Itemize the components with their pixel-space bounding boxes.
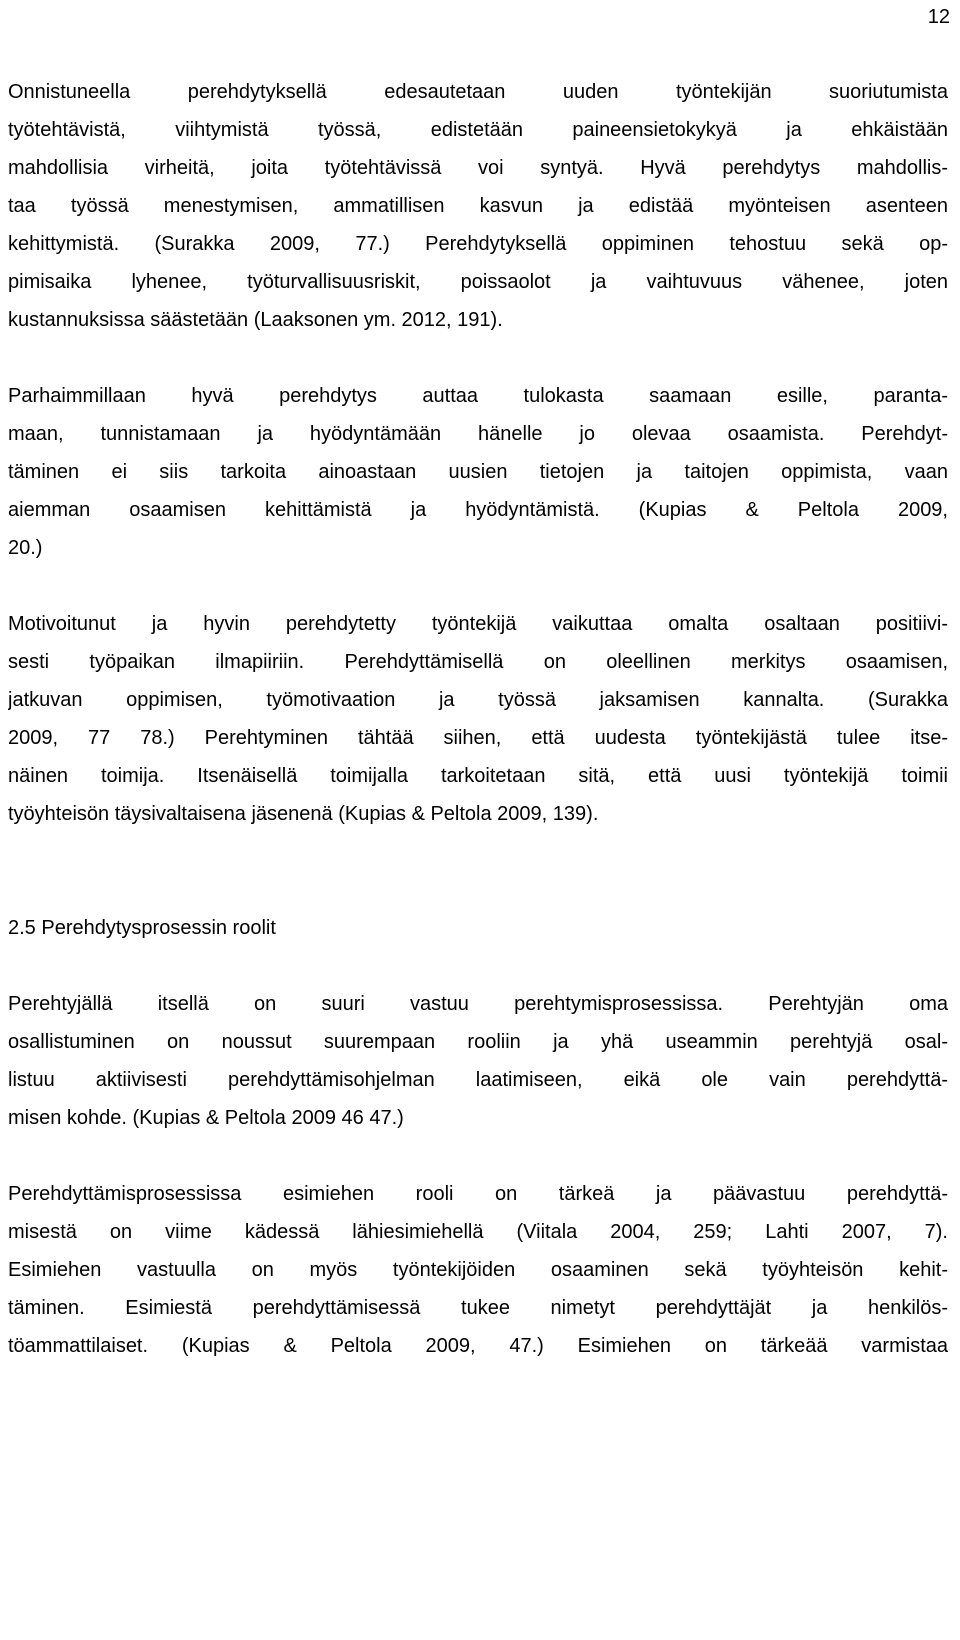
text-line: Perehdyttämisprosessissa esimiehen rooli on tärkeä ja päävastuu perehdyttä-	[8, 1183, 948, 1205]
paragraph-orientee-responsibility	[8, 985, 948, 1137]
text-line: jatkuvan oppimisen, työmotivaation ja työssä jaksamisen kannalta. (Surakka	[8, 689, 948, 711]
section-heading: 2.5 Perehdytysprosessin roolit	[8, 917, 276, 939]
text-line: Parhaimmillaan hyvä perehdytys auttaa tulokasta saamaan esille, paranta-	[8, 385, 948, 407]
paragraph-motivated-employee	[8, 605, 948, 833]
text-line: pimisaika lyhenee, työturvallisuusriskit, poissaolot ja vaihtuvuus vähenee, joten	[8, 271, 948, 293]
text-line: täminen. Esimiestä perehdyttämisessä tukee nimetyt perehdyttäjät ja henkilös-	[8, 1297, 948, 1319]
text-line: Esimiehen vastuulla on myös työntekijöiden osaaminen sekä työyhteisön kehit-	[8, 1259, 948, 1281]
text-line: 2009, 77 78.) Perehtyminen tähtää siihen, että uudesta työntekijästä tulee itse-	[8, 727, 948, 749]
paragraph-onboarding-benefits	[8, 73, 948, 339]
text-line: 20.)	[8, 537, 43, 559]
text-line: listuu aktiivisesti perehdyttämisohjelman laatimiseen, eikä ole vain perehdyttä-	[8, 1069, 948, 1091]
text-line: osallistuminen on noussut suurempaan rooliin ja yhä useammin perehtyjä osal-	[8, 1031, 948, 1053]
paragraph-supervisor-role	[8, 1175, 948, 1365]
document-body	[8, 73, 948, 1365]
text-line: töammattilaiset. (Kupias & Peltola 2009, 47.) Esimiehen on tärkeää varmistaa	[8, 1335, 948, 1357]
text-line: kehittymistä. (Surakka 2009, 77.) Perehdytyksellä oppiminen tehostuu sekä op-	[8, 233, 948, 255]
text-line: täminen ei siis tarkoita ainoastaan uusien tietojen ja taitojen oppimista, vaan	[8, 461, 948, 483]
paragraph-best-onboarding	[8, 377, 948, 567]
text-line: työyhteisön täysivaltaisena jäsenenä (Kupias & Peltola 2009, 139).	[8, 803, 599, 825]
text-line: taa työssä menestymisen, ammatillisen kasvun ja edistää myönteisen asenteen	[8, 195, 948, 217]
text-line: mahdollisia virheitä, joita työtehtävissä voi syntyä. Hyvä perehdytys mahdollis-	[8, 157, 948, 179]
text-line: työtehtävistä, viihtymistä työssä, edistetään paineensietokykyä ja ehkäistään	[8, 119, 948, 141]
text-line: sesti työpaikan ilmapiiriin. Perehdyttämisellä on oleellinen merkitys osaamisen,	[8, 651, 948, 673]
text-line: kustannuksissa säästetään (Laaksonen ym. 2012, 191).	[8, 309, 503, 331]
text-line: maan, tunnistamaan ja hyödyntämään hänelle jo olevaa osaamista. Perehdyt-	[8, 423, 948, 445]
text-line: aiemman osaamisen kehittämistä ja hyödyntämistä. (Kupias & Peltola 2009,	[8, 499, 948, 521]
text-line: Motivoitunut ja hyvin perehdytetty työntekijä vaikuttaa omalta osaltaan positiivi-	[8, 613, 948, 635]
page-number: 12	[927, 6, 950, 28]
text-line: Onnistuneella perehdytyksellä edesautetaan uuden työntekijän suoriutumista	[8, 81, 948, 103]
text-line: misen kohde. (Kupias & Peltola 2009 46 47.)	[8, 1107, 404, 1129]
text-line: misestä on viime kädessä lähiesimiehellä (Viitala 2004, 259; Lahti 2007, 7).	[8, 1221, 948, 1243]
text-line: Perehtyjällä itsellä on suuri vastuu perehtymisprosessissa. Perehtyjän oma	[8, 993, 948, 1015]
text-line: näinen toimija. Itsenäisellä toimijalla tarkoitetaan sitä, että uusi työntekijä toimii	[8, 765, 948, 787]
